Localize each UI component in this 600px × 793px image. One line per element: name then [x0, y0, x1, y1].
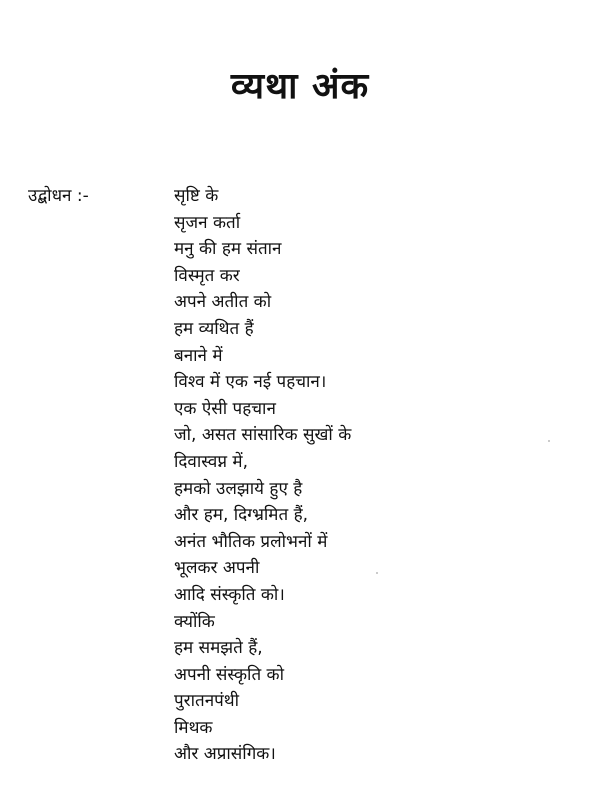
page-title: व्यथा अंक [230, 66, 370, 107]
poem-line: मनु की हम संतान [174, 239, 282, 260]
section-label: उद्बोधन :- [28, 186, 89, 206]
scan-speck [548, 440, 550, 442]
poem-line: और अप्रासंगिक। [174, 744, 276, 765]
poem-body [174, 183, 574, 768]
poem-line: हमको उलझाये हुए है [174, 478, 303, 499]
scan-speck [376, 572, 378, 574]
poem-line: पुरातनपंथी [174, 691, 240, 712]
poem-line: बनाने में [174, 345, 223, 366]
poem-line: अपनी संस्कृति को [174, 664, 285, 685]
poem-line: हम व्यथित हैं [174, 318, 254, 339]
poem-line: सृष्टि के [174, 186, 219, 206]
poem-line: मिथक [174, 717, 213, 738]
poem-line: आदि संस्कृति को। [174, 584, 285, 605]
poem-line: विश्व में एक नई पहचान। [174, 372, 327, 393]
poem-line: एक ऐसी पहचान [174, 398, 276, 419]
poem-line: भूलकर अपनी [174, 558, 260, 579]
poem-line: अनंत भौतिक प्रलोभनों में [174, 531, 328, 552]
poem-line: क्योंकि [174, 611, 215, 632]
poem-line: अपने अतीत को [174, 292, 272, 313]
poem-line: विस्मृत कर [174, 265, 240, 286]
poem-line: हम समझते हैं, [174, 638, 263, 659]
poem-line: जो, असत सांसारिक सुखों के [174, 425, 352, 446]
poem-line: दिवास्वप्न में, [174, 451, 248, 472]
poem-line: सृजन कर्ता [174, 212, 241, 233]
poem-line: और हम, दिग्भ्रमित हैं, [174, 505, 308, 526]
